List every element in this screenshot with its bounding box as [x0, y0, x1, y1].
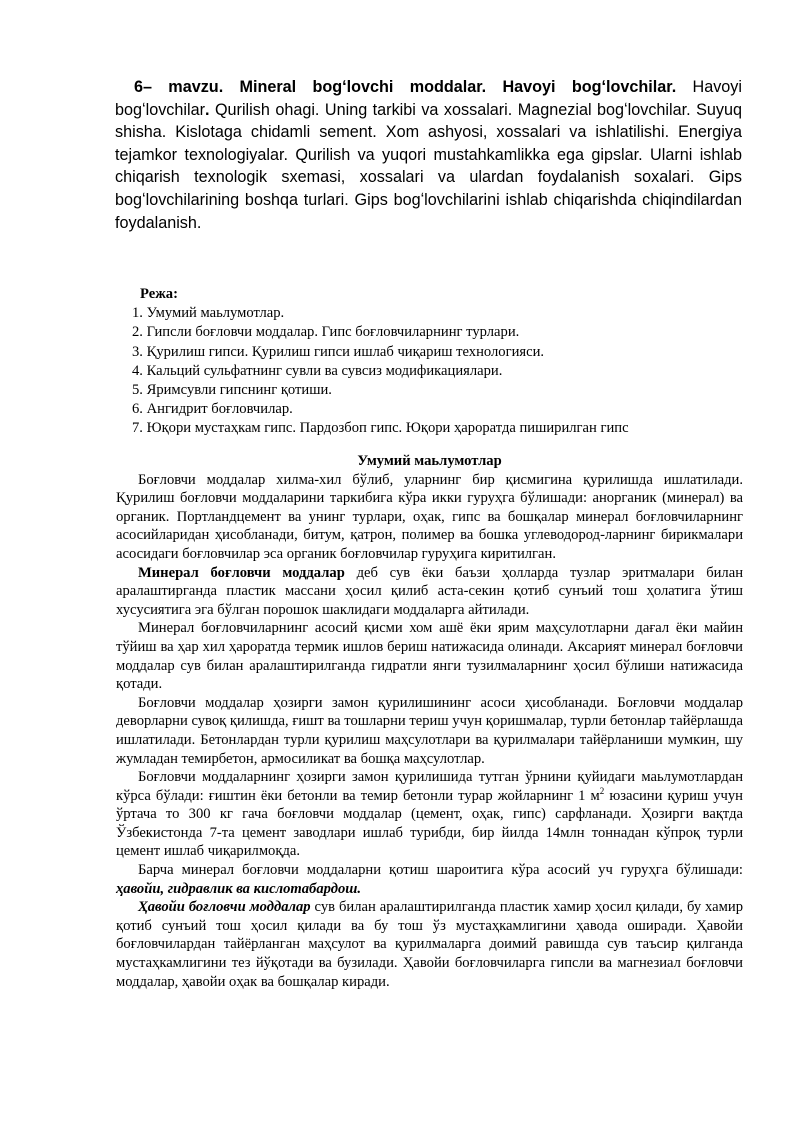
plan-item-7: 7. Юқори мустаҳкам гипс. Пардозбоп гипс. Юқори ҳароратда пиширилган гипс	[132, 420, 629, 437]
plan-item-3: 3. Қурилиш гипси. Қурилиш гипси ишлаб чиқариш технологияси.	[132, 343, 545, 360]
paragraph-6	[116, 861, 743, 898]
paragraph-2-text: деб сув ёки баъзи ҳолларда тузлар эритмалари билан аралаштирганда пластик массани ҳосил қилиб аста-секин қотиб сунъий тош ҳолатига ўтиш хусусиятига эга бўлган порошок шаклидаги моддаларга айтилади.	[116, 564, 743, 618]
main-text	[116, 452, 743, 991]
binder-groups-emphasis: ҳавойи, гидравлик ва кислотабардош.	[116, 880, 362, 897]
plan-item-1: 1. Умумий маьлумотлар.	[132, 305, 285, 322]
topic-text-b: Qurilish ohagi. Uning tarkibi va xossalari. Magnezial bogʻlovchilar. Suyuq shisha. Kislotaga chidamli sement. Xom ashyosi, xossalari va ishlatilishi. Energiya tejamkor texnologiyalar. Qurilish va yuqori mustahkamlikka ega gipslar. Ularni ishlab chiqarish texnologik sxemasi, xossalari va ulardan foydalanish soxalari. Gips bogʻlovchilarining boshqa turlari. Gips bogʻlovchilarini ishlab chiqarishda chiqindilardan foydalanish.	[115, 100, 742, 232]
plan-item-6: 6. Ангидрит боғловчилар.	[132, 401, 293, 418]
topic-title-bold: 6– mavzu. Mineral bogʻlovchi moddalar. Havoyi bogʻlovchilar.	[134, 78, 677, 96]
paragraph-2	[116, 564, 743, 620]
paragraph-5-text-b: юзасини қуриш учун ўртача то 300 кг гача боғловчи моддалар (цемент, оҳак, гипс) сарфланади. Ҳозирги вақтда Ўзбекистонда 7-та цемент заводлари ишлаб турибди, бир йилда 14млн тоннадан кўпроқ турли цемент ишлаб чиқарилмоқда.	[116, 787, 743, 860]
paragraph-4: Боғловчи моддалар ҳозирги замон қурилишининг асоси ҳисобланади. Боғловчи моддалар деворларни сувоқ қилишда, ғишт ва тошларни териш учун қоришмалар, турли бетонлар тайёрлашда ишлатилади. Бетонлардан турли қурилиш маҳсулотлари ва қурилмалари тайёрланиши мумкин, шу жумладан темирбетон, армосиликат ва бошқа маҳсулотлар.	[116, 694, 743, 767]
topic-heading-paragraph	[115, 76, 742, 234]
plan-item-2: 2. Гипсли боғловчи моддалар. Гипс боғловчиларнинг турлари.	[132, 324, 520, 341]
plan-title: Режа:	[140, 286, 178, 302]
paragraph-7-text: сув билан аралаштирилганда пластик хамир ҳосил қилади, бу хамир қотиб сунъий тош ҳосил қилади ва бу тош ўз мустаҳкамлигини ҳавода оширади. Ҳавойи боғловчилардан тайёрланган маҳсулот ва қурилмаларга доимий равишда сув таъсир қилганда мустаҳкамлигини тез йўқотади ва бузилади. Ҳавойи боғловчиларга гипсли ва магнезиал боғловчи моддалар, ҳавойи оҳак ва бошқалар киради.	[116, 899, 743, 990]
term-mineral-binders: Минерал боғловчи моддалар	[138, 564, 345, 581]
paragraph-3: Минерал боғловчиларнинг асосий қисми хом ашё ёки ярим маҳсулотларни дағал ёки майин тўйиш ва ҳар хил ҳароратда термик ишлов бериш натижасида олинади. Аксарият минерал боғловчи моддалар сув билан аралаштирилганда гидратли янги тузилмаларнинг ҳосил бўлиши натижасида қотади.	[116, 620, 743, 693]
plan-item-5: 5. Яримсувли гипснинг қотиши.	[132, 382, 332, 399]
plan-item-4: 4. Кальций сульфатнинг сувли ва сувсиз модификациялари.	[132, 362, 503, 379]
plan-section	[132, 285, 752, 439]
paragraph-5	[116, 768, 743, 861]
term-air-binders: Ҳавойи боғловчи моддалар	[138, 899, 311, 916]
superscript-2: 2	[599, 785, 605, 796]
topic-text-a: Havoyi bogʻlovchilar	[115, 78, 742, 119]
plan-list	[132, 304, 752, 438]
paragraph-5-text-a: Боғловчи моддаларнинг ҳозирги замон қурилишида тутган ўрнини қуйидаги маьлумотлардан кўрса бўлади: ғиштин ёки бетонли ва темир бетонли турар жойларнинг 1 м	[116, 769, 743, 804]
topic-bold-dot: .	[204, 100, 210, 119]
section-title: Умумий маьлумотлар	[357, 453, 502, 469]
paragraph-7	[116, 898, 743, 991]
paragraph-1: Боғловчи моддалар хилма-хил бўлиб, уларнинг бир қисмигина қурилишда ишлатилади. Қурилиш боғловчи моддаларини таркибига кўра икки гуруҳга бўлишади: анорганик (минерал) ва органик. Портландцемент ва унинг турлари, оҳак, гипс ва бошқалар минерал боғловчиларнинг асосийларидан ҳисобланади, битум, қатрон, полимер ва бошка углеводород-ларнинг бирикмалари асосидаги боғловчилар эса органик боғловчилар гуруҳига киритилган.	[116, 471, 743, 562]
paragraph-6-text: Барча минерал боғловчи моддаларни қотиш шароитига кўра асосий уч гуруҳга бўлишади:	[138, 862, 743, 879]
